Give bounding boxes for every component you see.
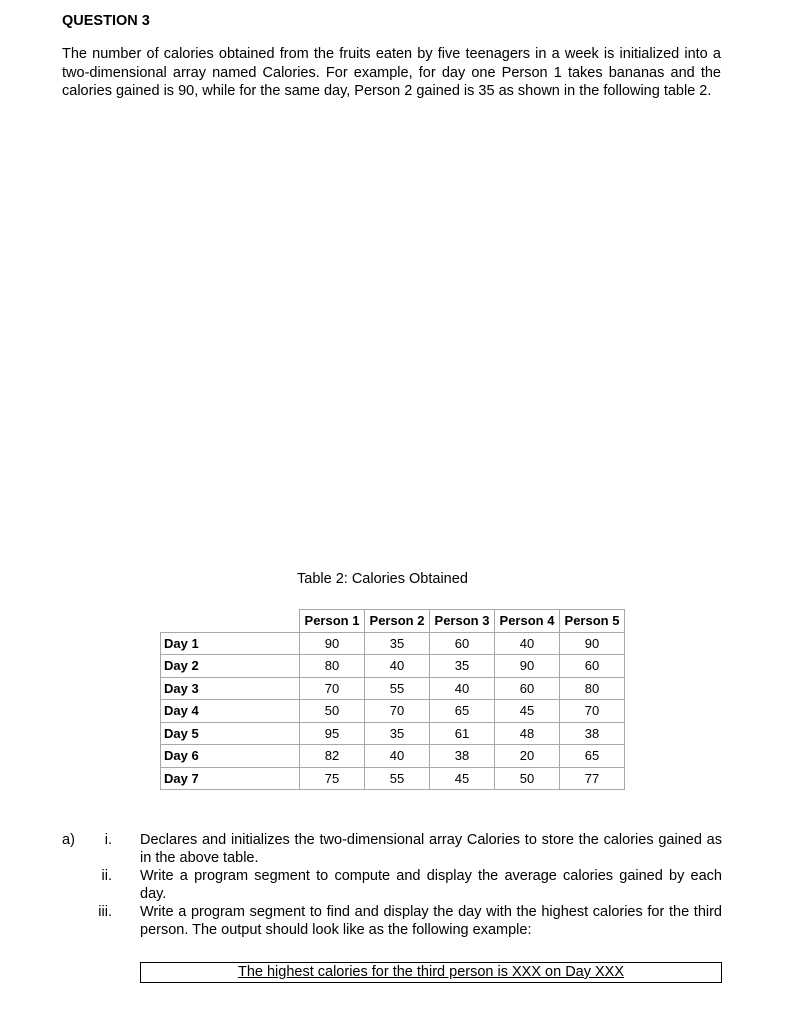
item-text: Write a program segment to compute and display the average calories gained by each day. [140, 868, 722, 902]
table-cell: 40 [365, 655, 430, 678]
example-output-text: The highest calories for the third person is XXX on Day XXX [237, 964, 625, 980]
table-row [161, 700, 625, 723]
table-cell: 65 [560, 745, 625, 768]
table-cell: 82 [300, 745, 365, 768]
item-text: Write a program segment to find and display the day with the highest calories for the third person. The output should look like as the following example: [140, 904, 722, 938]
table-cell: 77 [560, 767, 625, 790]
table-cell: 40 [365, 745, 430, 768]
table-corner-cell [161, 610, 300, 633]
column-header: Person 5 [560, 610, 625, 633]
question-title: QUESTION 3 [62, 13, 150, 29]
table-cell: 45 [430, 767, 495, 790]
column-header: Person 1 [300, 610, 365, 633]
table-cell: 80 [560, 677, 625, 700]
table-caption: Table 2: Calories Obtained [297, 571, 468, 587]
row-header: Day 3 [161, 677, 300, 700]
item-number: iii. [98, 904, 112, 920]
table-header-row [161, 610, 625, 633]
table-cell: 70 [365, 700, 430, 723]
row-header: Day 2 [161, 655, 300, 678]
example-output-box [140, 962, 722, 983]
table-cell: 20 [495, 745, 560, 768]
table-cell: 90 [560, 632, 625, 655]
part-a-section [62, 831, 722, 939]
table-cell: 35 [430, 655, 495, 678]
table-cell: 38 [560, 722, 625, 745]
item-number: ii. [101, 868, 112, 884]
table-cell: 75 [300, 767, 365, 790]
table-cell: 60 [560, 655, 625, 678]
table-cell: 48 [495, 722, 560, 745]
table-cell: 70 [560, 700, 625, 723]
column-header: Person 3 [430, 610, 495, 633]
table-cell: 55 [365, 677, 430, 700]
part-a-item-ii [62, 867, 722, 903]
part-a-item-iii [62, 903, 722, 939]
table-row [161, 745, 625, 768]
table-cell: 40 [495, 632, 560, 655]
table-cell: 55 [365, 767, 430, 790]
table-cell: 38 [430, 745, 495, 768]
table-cell: 70 [300, 677, 365, 700]
part-a-label: a) [62, 832, 75, 848]
table-cell: 60 [430, 632, 495, 655]
row-header: Day 4 [161, 700, 300, 723]
table-row [161, 677, 625, 700]
question-intro-paragraph: The number of calories obtained from the fruits eaten by five teenagers in a week is initialized into a two-dimensional array named Calories. For example, for day one Person 1 takes bananas and the calories gained is 90, while for the same day, Person 2 gained is 35 as shown in the following table 2. [62, 46, 721, 99]
part-a-item-i [62, 831, 722, 867]
table-row [161, 655, 625, 678]
row-header: Day 1 [161, 632, 300, 655]
table-cell: 90 [300, 632, 365, 655]
table-cell: 95 [300, 722, 365, 745]
table-cell: 80 [300, 655, 365, 678]
table-row [161, 767, 625, 790]
table-cell: 35 [365, 722, 430, 745]
table-cell: 61 [430, 722, 495, 745]
row-header: Day 7 [161, 767, 300, 790]
row-header: Day 6 [161, 745, 300, 768]
table-cell: 50 [495, 767, 560, 790]
table-cell: 45 [495, 700, 560, 723]
table-cell: 60 [495, 677, 560, 700]
table-cell: 50 [300, 700, 365, 723]
column-header: Person 4 [495, 610, 560, 633]
calories-table [160, 609, 625, 790]
table-cell: 90 [495, 655, 560, 678]
table-row [161, 722, 625, 745]
item-number: i. [104, 832, 112, 848]
table-cell: 40 [430, 677, 495, 700]
table-cell: 65 [430, 700, 495, 723]
table-row [161, 632, 625, 655]
table-cell: 35 [365, 632, 430, 655]
column-header: Person 2 [365, 610, 430, 633]
item-text: Declares and initializes the two-dimensional array Calories to store the calories gained as in the above table. [140, 832, 722, 866]
row-header: Day 5 [161, 722, 300, 745]
